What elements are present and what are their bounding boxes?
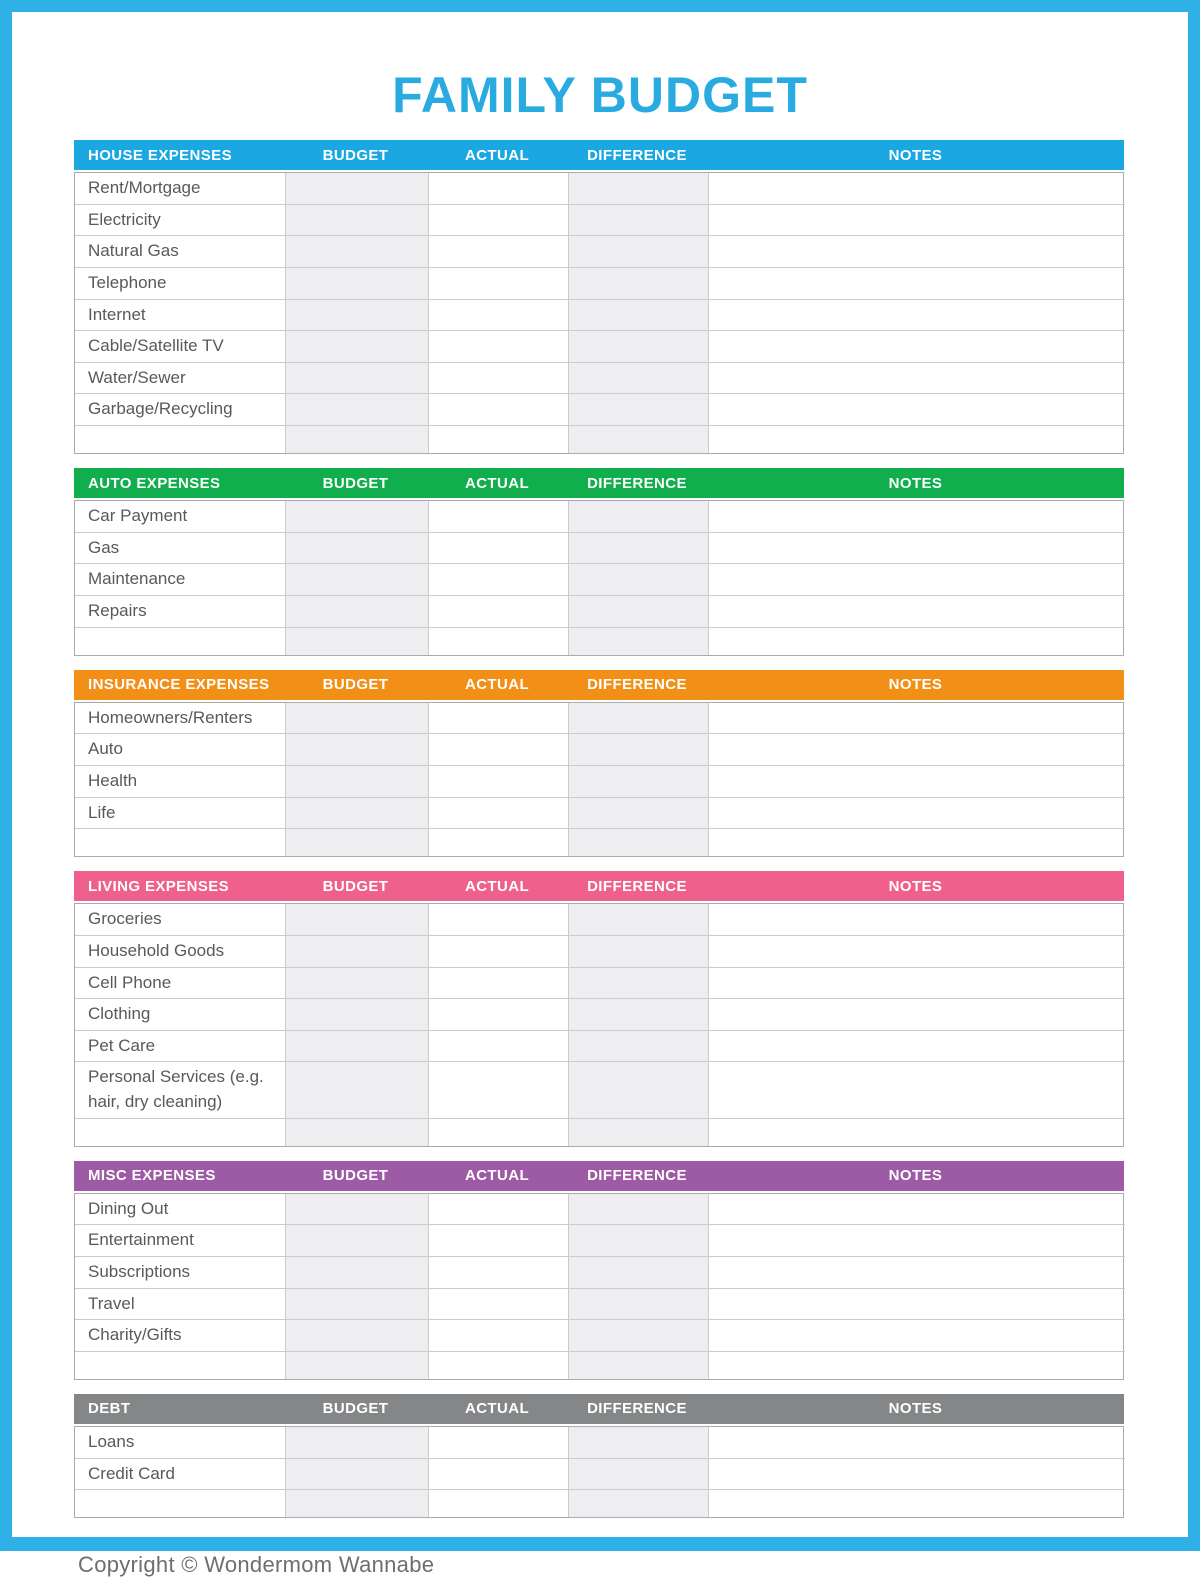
notes-cell [708,1427,1125,1458]
difference-cell [568,1256,708,1288]
budget-cell [285,1489,428,1517]
table-row [75,330,1123,362]
section-title: LIVING EXPENSES [88,877,230,895]
table-row [75,425,1123,453]
row-label: Electricity [75,204,285,236]
budget-cell [285,532,428,564]
row-label: Subscriptions [75,1256,285,1288]
column-header-actual: ACTUAL [464,676,530,694]
actual-cell [428,330,568,362]
budget-cell [285,1351,428,1379]
row-label: Gas [75,532,285,564]
section-header [74,871,1124,901]
budget-section [74,468,1124,656]
table-row [75,967,1123,999]
column-header-budget: BUDGET [322,1400,389,1418]
table-row [75,703,1123,734]
difference-cell [568,532,708,564]
budget-cell [285,1256,428,1288]
row-label: Water/Sewer [75,362,285,394]
column-header-notes: NOTES [888,146,943,164]
actual-cell [428,1030,568,1062]
row-label: Cable/Satellite TV [75,330,285,362]
table-row [75,627,1123,655]
difference-cell [568,563,708,595]
notes-cell [708,904,1125,935]
budget-cell [285,627,428,655]
column-header-difference: DIFFERENCE [587,146,687,164]
actual-cell [428,733,568,765]
table-row [75,797,1123,829]
column-header-actual: ACTUAL [464,1167,530,1185]
section-header [74,140,1124,170]
row-label: Charity/Gifts [75,1319,285,1351]
column-header-difference: DIFFERENCE [587,877,687,895]
column-header-difference: DIFFERENCE [587,1400,687,1418]
difference-cell [568,935,708,967]
notes-cell [708,330,1125,362]
difference-cell [568,1030,708,1062]
budget-cell [285,1194,428,1225]
section-title: MISC EXPENSES [88,1167,216,1185]
difference-cell [568,733,708,765]
difference-cell [568,998,708,1030]
table-row [75,235,1123,267]
table-row [75,393,1123,425]
difference-cell [568,1489,708,1517]
budget-cell [285,1030,428,1062]
row-label: Clothing [75,998,285,1030]
difference-cell [568,703,708,734]
notes-cell [708,935,1125,967]
actual-cell [428,1061,568,1117]
notes-cell [708,1061,1125,1117]
budget-cell [285,967,428,999]
table-row [75,733,1123,765]
actual-cell [428,1118,568,1146]
row-label: Credit Card [75,1458,285,1490]
difference-cell [568,235,708,267]
row-label: Cell Phone [75,967,285,999]
table-row [75,1061,1123,1117]
table-row [75,1351,1123,1379]
row-label: Dining Out [88,1198,169,1218]
budget-cell [285,299,428,331]
actual-cell [428,501,568,532]
budget-cell [285,1118,428,1146]
table-row [75,1288,1123,1320]
section-body [74,903,1124,1146]
budget-section [74,871,1124,1146]
difference-cell [568,1118,708,1146]
table-row [75,299,1123,331]
page-title: FAMILY BUDGET [392,67,808,123]
notes-cell [708,299,1125,331]
difference-cell [568,425,708,453]
column-header-difference: DIFFERENCE [587,474,687,492]
difference-cell [568,1351,708,1379]
notes-cell [708,235,1125,267]
column-header-notes: NOTES [888,1400,943,1418]
budget-section [74,1394,1124,1518]
actual-cell [428,425,568,453]
difference-cell [568,1288,708,1320]
budget-cell [285,330,428,362]
row-label: Auto [75,733,285,765]
difference-cell [568,393,708,425]
row-label: Telephone [75,267,285,299]
column-header-difference: DIFFERENCE [587,676,687,694]
section-header [74,1394,1124,1424]
row-label [75,627,285,655]
budget-cell [285,1224,428,1256]
row-label [75,1489,285,1517]
row-label: Travel [75,1288,285,1320]
column-header-budget: BUDGET [322,1167,389,1185]
difference-cell [568,362,708,394]
copyright-footer: Copyright © Wondermom Wannabe [78,1552,435,1578]
actual-cell [428,362,568,394]
table-row [75,1224,1123,1256]
table-row [75,362,1123,394]
section-title: HOUSE EXPENSES [88,146,232,164]
notes-cell [708,828,1125,856]
difference-cell [568,1319,708,1351]
column-header-actual: ACTUAL [464,146,530,164]
section-body [74,1426,1124,1518]
difference-cell [568,1061,708,1117]
row-label: Household Goods [75,935,285,967]
column-header-notes: NOTES [888,676,943,694]
row-label [75,425,285,453]
budget-cell [285,563,428,595]
notes-cell [708,733,1125,765]
budget-cell [285,425,428,453]
table-row [75,204,1123,236]
table-row [75,595,1123,627]
section-body [74,500,1124,656]
budget-section [74,670,1124,858]
actual-cell [428,393,568,425]
actual-cell [428,828,568,856]
budget-cell [285,362,428,394]
column-header-budget: BUDGET [322,676,389,694]
section-header [74,670,1124,700]
difference-cell [568,904,708,935]
section-header [74,1161,1124,1191]
difference-cell [568,595,708,627]
row-label: Health [75,765,285,797]
row-label [75,1351,285,1379]
row-label: Pet Care [75,1030,285,1062]
notes-cell [708,173,1125,204]
section-body [74,702,1124,858]
notes-cell [708,595,1125,627]
budget-section [74,1161,1124,1380]
table-row [75,1489,1123,1517]
actual-cell [428,563,568,595]
notes-cell [708,1351,1125,1379]
difference-cell [568,828,708,856]
actual-cell [428,267,568,299]
difference-cell [568,967,708,999]
difference-cell [568,330,708,362]
actual-cell [428,935,568,967]
budget-section [74,140,1124,454]
budget-cell [285,998,428,1030]
table-row [75,1118,1123,1146]
actual-cell [428,1489,568,1517]
table-row [75,935,1123,967]
difference-cell [568,627,708,655]
notes-cell [708,1194,1125,1225]
notes-cell [708,393,1125,425]
row-label: Internet [75,299,285,331]
notes-cell [708,267,1125,299]
table-row [75,1458,1123,1490]
notes-cell [708,563,1125,595]
column-header-actual: ACTUAL [464,1400,530,1418]
section-title: INSURANCE EXPENSES [88,676,270,694]
difference-cell [568,765,708,797]
table-row [75,998,1123,1030]
budget-cell [285,1427,428,1458]
row-label: Natural Gas [75,235,285,267]
row-label: Maintenance [75,563,285,595]
section-header [74,468,1124,498]
row-label: Personal Services (e.g. hair, dry cleaning) [75,1061,285,1117]
budget-cell [285,173,428,204]
column-header-actual: ACTUAL [464,474,530,492]
row-label: Loans [88,1431,135,1451]
notes-cell [708,362,1125,394]
sections-container [74,140,1124,1518]
budget-cell [285,1288,428,1320]
notes-cell [708,998,1125,1030]
actual-cell [428,765,568,797]
difference-cell [568,797,708,829]
table-row [75,1319,1123,1351]
actual-cell [428,1458,568,1490]
column-header-actual: ACTUAL [464,877,530,895]
notes-cell [708,501,1125,532]
column-header-notes: NOTES [888,877,943,895]
budget-cell [285,703,428,734]
actual-cell [428,904,568,935]
budget-cell [285,828,428,856]
notes-cell [708,703,1125,734]
notes-cell [708,1288,1125,1320]
table-row [75,267,1123,299]
notes-cell [708,532,1125,564]
actual-cell [428,204,568,236]
notes-cell [708,1118,1125,1146]
budget-cell [285,204,428,236]
column-header-budget: BUDGET [322,146,389,164]
section-title: DEBT [88,1400,131,1418]
actual-cell [428,1194,568,1225]
budget-cell [285,267,428,299]
actual-cell [428,998,568,1030]
notes-cell [708,1030,1125,1062]
notes-cell [708,1489,1125,1517]
difference-cell [568,267,708,299]
notes-cell [708,1224,1125,1256]
table-row [75,765,1123,797]
actual-cell [428,299,568,331]
budget-cell [285,1061,428,1117]
row-label: Life [75,797,285,829]
column-header-notes: NOTES [888,1167,943,1185]
actual-cell [428,627,568,655]
actual-cell [428,1351,568,1379]
budget-cell [285,797,428,829]
notes-cell [708,967,1125,999]
table-row [75,1194,1123,1225]
actual-cell [428,1224,568,1256]
column-header-budget: BUDGET [322,877,389,895]
actual-cell [428,967,568,999]
budget-cell [285,935,428,967]
actual-cell [428,532,568,564]
budget-cell [285,733,428,765]
actual-cell [428,797,568,829]
notes-cell [708,797,1125,829]
row-label: Entertainment [75,1224,285,1256]
budget-cell [285,1458,428,1490]
table-row [75,563,1123,595]
notes-cell [708,765,1125,797]
notes-cell [708,1319,1125,1351]
difference-cell [568,1458,708,1490]
row-label: Homeowners/Renters [88,707,253,727]
budget-cell [285,904,428,935]
row-label: Repairs [75,595,285,627]
actual-cell [428,173,568,204]
notes-cell [708,627,1125,655]
difference-cell [568,1224,708,1256]
difference-cell [568,501,708,532]
column-header-difference: DIFFERENCE [587,1167,687,1185]
actual-cell [428,1319,568,1351]
notes-cell [708,1256,1125,1288]
difference-cell [568,299,708,331]
table-row [75,1427,1123,1458]
table-row [75,828,1123,856]
actual-cell [428,1288,568,1320]
row-label: Groceries [88,909,162,929]
actual-cell [428,703,568,734]
difference-cell [568,1194,708,1225]
section-title: AUTO EXPENSES [88,474,221,492]
budget-cell [285,501,428,532]
actual-cell [428,235,568,267]
row-label [75,828,285,856]
budget-cell [285,393,428,425]
table-row [75,501,1123,532]
table-row [75,1030,1123,1062]
table-row [75,532,1123,564]
column-header-budget: BUDGET [322,474,389,492]
actual-cell [428,595,568,627]
table-row [75,1256,1123,1288]
budget-cell [285,765,428,797]
notes-cell [708,1458,1125,1490]
row-label: Rent/Mortgage [88,178,201,197]
section-body [74,1193,1124,1380]
table-row [75,904,1123,935]
notes-cell [708,204,1125,236]
budget-cell [285,595,428,627]
budget-cell [285,1319,428,1351]
difference-cell [568,173,708,204]
actual-cell [428,1256,568,1288]
column-header-notes: NOTES [888,474,943,492]
budget-cell [285,235,428,267]
table-row [75,173,1123,204]
actual-cell [428,1427,568,1458]
difference-cell [568,204,708,236]
row-label [75,1118,285,1146]
difference-cell [568,1427,708,1458]
section-body [74,172,1124,454]
notes-cell [708,425,1125,453]
row-label: Garbage/Recycling [75,393,285,425]
row-label: Car Payment [88,506,188,526]
